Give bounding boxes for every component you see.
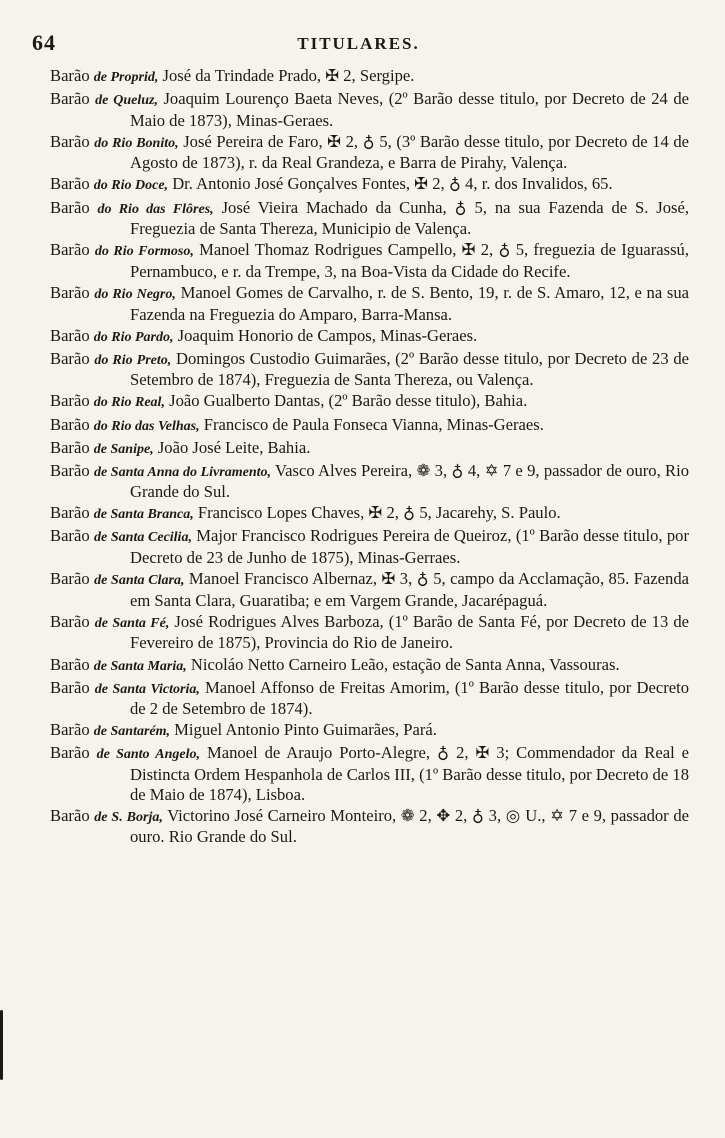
entry-rank: Barão xyxy=(50,282,90,302)
entry-rank: Barão xyxy=(50,414,90,434)
entry-title: de Sanipe, xyxy=(93,441,154,457)
entry-title: do Rio Preto, xyxy=(94,352,172,368)
entry-text: José da Trindade Prado, ✠ 2, Sergipe. xyxy=(162,66,415,85)
entry-text: Domingos Custodio Guimarães, (2º Barão desse titulo, por Decreto de 23 de Setembro de 1874), Freguezia de Santa Thereza, ou Valença. xyxy=(130,348,689,390)
entry-title: do Rio Pardo, xyxy=(93,329,174,345)
entry-text: João Gualberto Dantas, (2º Barão desse titulo), Bahia. xyxy=(169,391,528,411)
list-item xyxy=(50,438,689,460)
entry-rank: Barão xyxy=(50,325,90,345)
entry-rank: Barão xyxy=(50,174,90,194)
list-item xyxy=(50,503,689,525)
entry-title: de Santa Victoria, xyxy=(94,681,200,697)
entry-text: Manoel Gomes de Carvalho, r. de S. Bento, 19, r. de S. Amaro, 12, e na sua Fazenda na Freguezia do Amparo, Barra-Mansa. xyxy=(130,282,690,324)
entry-rank: Barão xyxy=(50,743,90,763)
entry-rank: Barão xyxy=(50,677,90,697)
entry-title: de Queluz, xyxy=(95,93,158,109)
page-header xyxy=(32,30,685,58)
entry-rank: Barão xyxy=(50,391,90,411)
entry-text: Vasco Alves Pereira, ❁ 3, ♁ 4, ✡ 7 e 9, passador de ouro, Rio Grande do Sul. xyxy=(130,460,689,502)
entry-title: do Rio Real, xyxy=(93,395,165,411)
entry-rank: Barão xyxy=(50,805,90,825)
list-item xyxy=(50,174,689,196)
entry-title: do Rio das Velhas, xyxy=(93,418,200,434)
entry-text: Victorino José Carneiro Monteiro, ❁ 2, ✥ 2, ♁ 3, ◎ U., ✡ 7 e 9, passador de ouro. Rio Grande do Sul. xyxy=(130,805,689,847)
entry-title: do Rio Doce, xyxy=(93,178,169,194)
entry-rank: Barão xyxy=(50,526,90,546)
entry-rank: Barão xyxy=(50,240,90,260)
entry-text: José Vieira Machado da Cunha, ♁ 5, na sua Fazenda de S. José, Freguezia de Santa Thereza, Municipio de Valença. xyxy=(130,197,689,239)
list-item xyxy=(50,240,689,281)
entry-text: Francisco de Paula Fonseca Vianna, Minas-Geraes. xyxy=(203,414,544,434)
entry-rank: Barão xyxy=(50,437,90,457)
entry-text: Dr. Antonio José Gonçalves Fontes, ✠ 2, ♁ 4, r. dos Invalidos, 65. xyxy=(172,174,613,194)
entry-text: Francisco Lopes Chaves, ✠ 2, ♁ 5, Jacarehy, S. Paulo. xyxy=(197,503,561,523)
list-item xyxy=(50,283,689,324)
list-item xyxy=(50,132,689,173)
entry-rank: Barão xyxy=(50,197,90,217)
entry-text: João José Leite, Bahia. xyxy=(157,437,311,457)
entry-text: Major Francisco Rodrigues Pereira de Queiroz, (1º Barão desse titulo, por Decreto de 23 de Junho de 1875), Minas-Gerraes. xyxy=(130,526,689,568)
list-item xyxy=(50,461,689,502)
list-item xyxy=(50,678,689,719)
entry-text: José Rodrigues Alves Barboza, (1º Barão de Santa Fé, por Decreto de 13 de Fevereiro de 1875), Provincia do Rio de Janeiro. xyxy=(130,611,689,653)
entry-title: de Santa Clara, xyxy=(94,573,185,589)
entry-text: Manoel de Araujo Porto-Alegre, ♁ 2, ✠ 3; Commendador da Real e Distincta Ordem Hespanhola de Carlos III, (1º Barão desse titulo, por Decreto de 18 de Maio de 1874), Lisboa. xyxy=(130,743,689,804)
margin-ink-mark xyxy=(0,1010,3,1080)
entry-text: Manoel Thomaz Rodrigues Campello, ✠ 2, ♁ 5, freguezia de Iguarassú, Pernambuco, e r. da Trempe, 3, na Boa-Vista da Cidade do Recife. xyxy=(130,240,689,281)
list-item xyxy=(50,569,689,610)
entry-rank: Barão xyxy=(50,66,90,85)
entry-title: de Santa Branca, xyxy=(93,507,194,523)
entry-text: Miguel Antonio Pinto Guimarães, Pará. xyxy=(174,720,437,740)
entry-rank: Barão xyxy=(50,611,90,631)
entry-rank: Barão xyxy=(50,131,90,151)
entry-text: Manoel Francisco Albernaz, ✠ 3, ♁ 5, campo da Acclamação, 85. Fazenda em Santa Clara, Guaratiba; e em Vargem Grande, Jacarépaguá. xyxy=(130,569,689,610)
list-item xyxy=(50,526,689,567)
list-item xyxy=(50,720,689,742)
list-item xyxy=(50,612,689,653)
list-item xyxy=(50,198,689,239)
entry-title: de Santa Maria, xyxy=(93,658,187,674)
entry-title: de Santa Fé, xyxy=(94,615,170,631)
entry-text: José Pereira de Faro, ✠ 2, ♁ 5, (3º Barão desse titulo, por Decreto de 14 de Agosto de 1873), r. da Real Grandeza, e Barra de Pirahy, Valença. xyxy=(130,131,689,173)
list-item xyxy=(50,806,689,847)
list-item xyxy=(50,391,689,413)
entry-title: de Santarém, xyxy=(93,724,171,740)
entry-rank: Barão xyxy=(50,89,90,109)
list-item xyxy=(50,415,689,437)
entry-rank: Barão xyxy=(50,503,90,523)
entry-text: Joaquim Honorio de Campos, Minas-Geraes. xyxy=(177,325,478,345)
list-item xyxy=(50,349,689,390)
page-number: 64 xyxy=(32,30,56,55)
entry-text: Joaquim Lourenço Baeta Neves, (2º Barão desse titulo, por Decreto de 24 de Maio de 1873), Minas-Geraes. xyxy=(130,89,690,130)
entry-title: do Rio Formoso, xyxy=(94,244,194,260)
running-title: TITULARES. xyxy=(297,34,420,53)
list-item xyxy=(50,66,689,88)
list-item xyxy=(50,89,689,130)
entry-title: de Santa Cecilia, xyxy=(93,530,192,546)
entry-list xyxy=(50,66,689,848)
entry-title: de Santo Angelo, xyxy=(96,747,201,763)
entry-title: de S. Borja, xyxy=(94,809,163,825)
entry-title: do Rio Negro, xyxy=(94,286,176,302)
entry-rank: Barão xyxy=(50,348,90,368)
entry-rank: Barão xyxy=(50,460,90,480)
list-item xyxy=(50,326,689,348)
entry-text: Nicoláo Netto Carneiro Leão, estação de Santa Anna, Vassouras. xyxy=(190,654,620,674)
entry-rank: Barão xyxy=(50,654,90,674)
entry-title: do Rio Bonito, xyxy=(94,135,179,151)
list-item xyxy=(50,655,689,677)
entry-title: de Proprid, xyxy=(93,70,159,85)
entry-rank: Barão xyxy=(50,720,90,740)
entry-text: Manoel Affonso de Freitas Amorim, (1º Barão desse titulo, por Decreto de 2 de Setembro de 1874). xyxy=(130,677,689,719)
entry-title: do Rio das Flôres, xyxy=(97,201,214,217)
list-item xyxy=(50,743,689,804)
entry-title: de Santa Anna do Livramento, xyxy=(93,464,271,480)
entry-rank: Barão xyxy=(50,569,90,589)
